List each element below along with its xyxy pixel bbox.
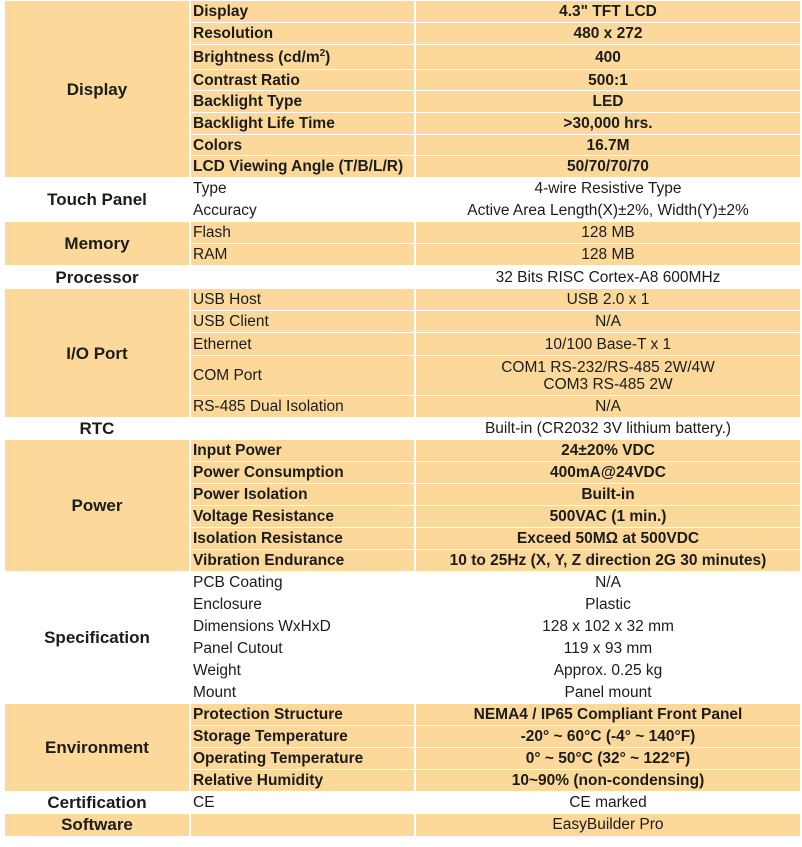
spec-value: 10 to 25Hz (X, Y, Z direction 2G 30 minutes) (415, 550, 801, 572)
spec-label-suffix: ) (325, 48, 331, 66)
spec-label: RS-485 Dual Isolation (190, 396, 415, 418)
spec-value: Built-in (CR2032 3V lithium battery.) (415, 418, 801, 440)
spec-label: Accuracy (190, 200, 415, 222)
spec-label: Power Consumption (190, 462, 415, 484)
spec-row (4, 1, 801, 23)
spec-label: Relative Humidity (190, 770, 415, 792)
spec-value: -20° ~ 60°C (-4° ~ 140°F) (415, 726, 801, 748)
category-touch-panel: Touch Panel (4, 178, 190, 222)
spec-value: Panel mount (415, 682, 801, 704)
spec-label: USB Host (190, 289, 415, 311)
spec-value: LED (415, 91, 801, 113)
spec-value (415, 356, 801, 396)
spec-row (4, 222, 801, 244)
spec-label: Isolation Resistance (190, 528, 415, 550)
category-processor: Processor (4, 266, 190, 289)
spec-label: Voltage Resistance (190, 506, 415, 528)
spec-value: EasyBuilder Pro (415, 814, 801, 836)
spec-label: Contrast Ratio (190, 70, 415, 91)
spec-value: Active Area Length(X)±2%, Width(Y)±2% (415, 200, 801, 222)
spec-label: Weight (190, 660, 415, 682)
spec-row (4, 792, 801, 814)
spec-label: PCB Coating (190, 572, 415, 594)
spec-label (190, 814, 415, 836)
spec-value: 500VAC (1 min.) (415, 506, 801, 528)
spec-row (4, 289, 801, 311)
spec-label: LCD Viewing Angle (T/B/L/R) (190, 156, 415, 178)
spec-label: CE (190, 792, 415, 814)
spec-value: 4-wire Resistive Type (415, 178, 801, 200)
category-environment: Environment (4, 704, 190, 792)
spec-value: 24±20% VDC (415, 440, 801, 462)
spec-value: 10~90% (non-condensing) (415, 770, 801, 792)
spec-table (3, 0, 802, 836)
spec-value: 400 (415, 45, 801, 70)
spec-label: Backlight Type (190, 91, 415, 113)
spec-label: Mount (190, 682, 415, 704)
spec-label: RAM (190, 244, 415, 266)
spec-value-line: COM1 RS-232/RS-485 2W/4W (501, 358, 715, 376)
category-specification: Specification (4, 572, 190, 704)
spec-value: Built-in (415, 484, 801, 506)
spec-label: Input Power (190, 440, 415, 462)
spec-label: Ethernet (190, 333, 415, 356)
spec-label: Resolution (190, 23, 415, 45)
spec-label: Display (190, 1, 415, 23)
spec-value: 16.7M (415, 135, 801, 156)
spec-label: Colors (190, 135, 415, 156)
spec-label: Power Isolation (190, 484, 415, 506)
spec-value: CE marked (415, 792, 801, 814)
spec-value: 50/70/70/70 (415, 156, 801, 178)
spec-label (190, 45, 415, 70)
spec-label: USB Client (190, 311, 415, 333)
spec-row (4, 704, 801, 726)
spec-value: 32 Bits RISC Cortex-A8 600MHz (415, 266, 801, 289)
spec-label-superscript: 2 (319, 47, 326, 59)
spec-label-text: Brightness (cd/m (193, 48, 320, 66)
spec-value: 10/100 Base-T x 1 (415, 333, 801, 356)
category-memory: Memory (4, 222, 190, 266)
spec-row (4, 572, 801, 594)
spec-label: Vibration Endurance (190, 550, 415, 572)
spec-label: Panel Cutout (190, 638, 415, 660)
category-i-o-port: I/O Port (4, 289, 190, 418)
spec-label: COM Port (190, 356, 415, 396)
spec-value: Approx. 0.25 kg (415, 660, 801, 682)
spec-label: Dimensions WxHxD (190, 616, 415, 638)
spec-row (4, 814, 801, 836)
spec-value: 400mA@24VDC (415, 462, 801, 484)
spec-label: Operating Temperature (190, 748, 415, 770)
spec-value: 4.3" TFT LCD (415, 1, 801, 23)
spec-value: 480 x 272 (415, 23, 801, 45)
category-display: Display (4, 1, 190, 178)
spec-row (4, 418, 801, 440)
spec-value-line: COM3 RS-485 2W (543, 375, 673, 393)
category-rtc: RTC (4, 418, 190, 440)
spec-label: Enclosure (190, 594, 415, 616)
spec-value: USB 2.0 x 1 (415, 289, 801, 311)
spec-value: 0° ~ 50°C (32° ~ 122°F) (415, 748, 801, 770)
spec-row (4, 440, 801, 462)
spec-value: N/A (415, 311, 801, 333)
spec-value: Plastic (415, 594, 801, 616)
spec-value: 128 MB (415, 222, 801, 244)
spec-table-body (4, 1, 801, 836)
spec-value: 128 MB (415, 244, 801, 266)
spec-value: 500:1 (415, 70, 801, 91)
spec-label: Protection Structure (190, 704, 415, 726)
category-software: Software (4, 814, 190, 836)
spec-value: 128 x 102 x 32 mm (415, 616, 801, 638)
spec-value: N/A (415, 572, 801, 594)
spec-label: Type (190, 178, 415, 200)
category-power: Power (4, 440, 190, 572)
spec-label (190, 418, 415, 440)
spec-label (190, 266, 415, 289)
spec-value: 119 x 93 mm (415, 638, 801, 660)
spec-value: NEMA4 / IP65 Compliant Front Panel (415, 704, 801, 726)
spec-row (4, 178, 801, 200)
category-certification: Certification (4, 792, 190, 814)
spec-value: N/A (415, 396, 801, 418)
spec-row (4, 266, 801, 289)
spec-value: >30,000 hrs. (415, 113, 801, 135)
spec-label: Backlight Life Time (190, 113, 415, 135)
spec-label: Flash (190, 222, 415, 244)
spec-value: Exceed 50MΩ at 500VDC (415, 528, 801, 550)
spec-label: Storage Temperature (190, 726, 415, 748)
